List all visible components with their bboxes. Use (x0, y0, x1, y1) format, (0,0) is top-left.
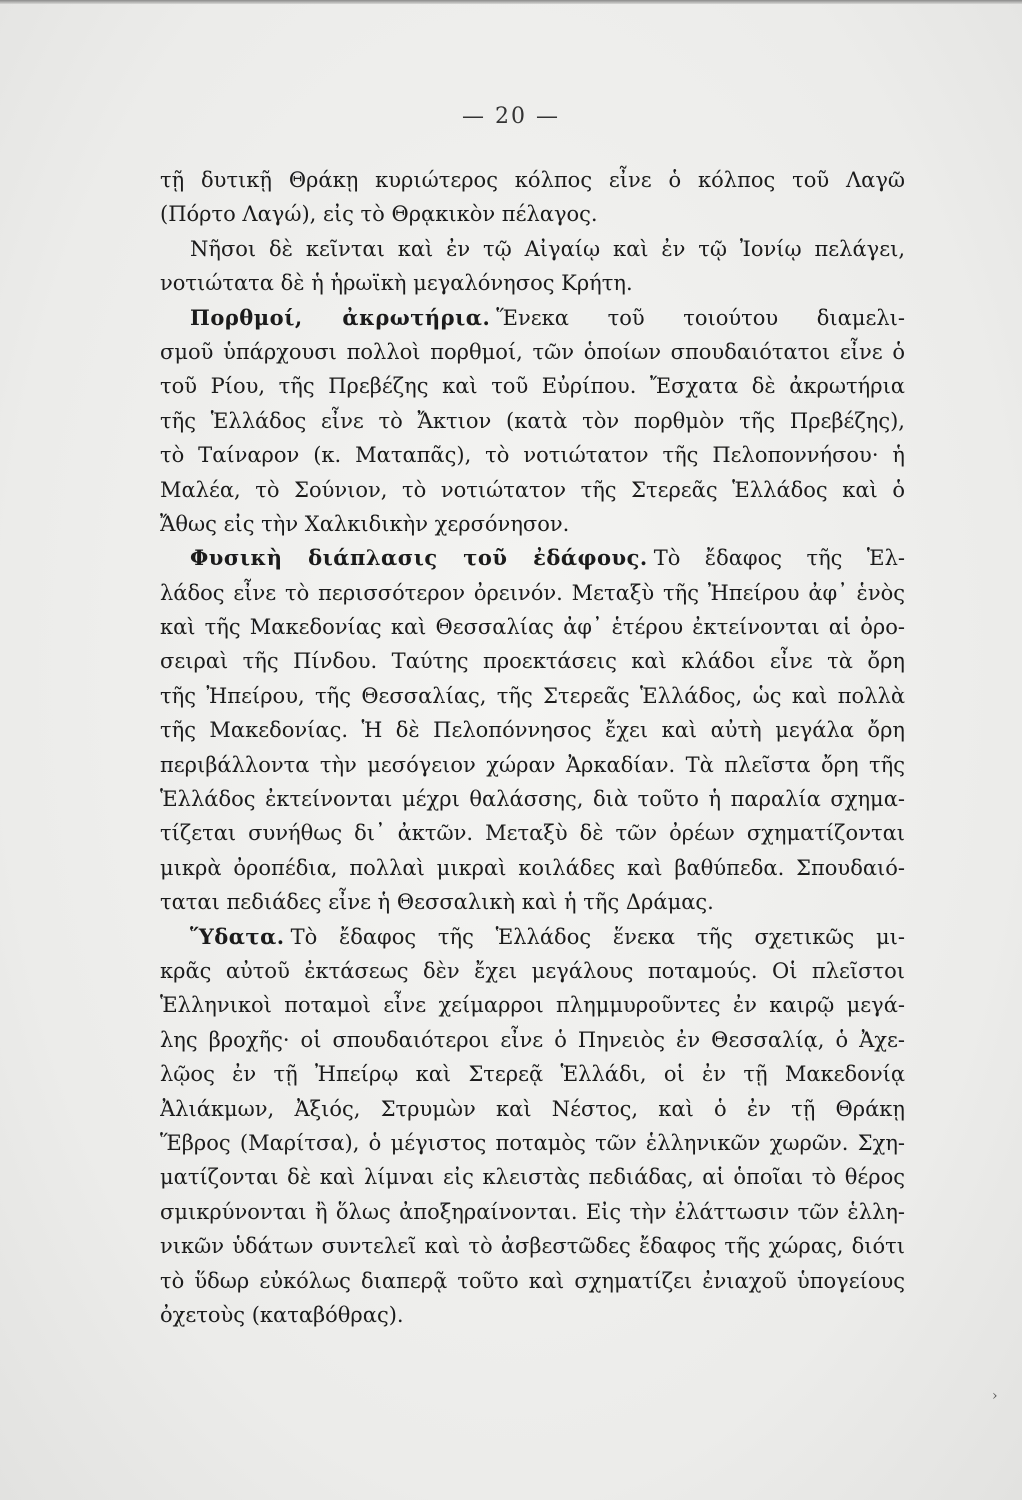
line-text: (Πόρτο Λαγώ), εἰς τὸ Θρᾳκικὸν πέλαγος. (160, 202, 598, 227)
text-line (160, 232, 905, 266)
line-text: τὸ ὕδωρ εὐκόλως διαπερᾷ τοῦτο καὶ σχηματίζει ἐνιαχοῦ ὑπογείους (160, 1268, 905, 1293)
section-heading-line (160, 301, 905, 335)
text-line (160, 885, 905, 919)
text-line (160, 197, 905, 231)
text-line (160, 679, 905, 713)
line-text: τῆς Ἠπείρου, τῆς Θεσσαλίας, τῆς Στερεᾶς Ἑλλάδος, ὡς καὶ πολλὰ (160, 683, 905, 708)
line-text: Μαλέα, τὸ Σούνιον, τὸ νοτιώτατον τῆς Στερεᾶς Ἑλλάδος καὶ ὁ (160, 477, 905, 502)
line-text: Νῆσοι δὲ κεῖνται καὶ ἐν τῷ Αἰγαίῳ καὶ ἐν τῷ Ἰονίῳ πελάγει, (190, 236, 905, 261)
line-text: Ἕβρος (Μαρίτσα), ὁ μέγιστος ποταμὸς τῶν ἑλληνικῶν χωρῶν. Σχη- (160, 1130, 905, 1155)
line-text: Ἕνεκα τοῦ τοιούτου διαμελι- (496, 305, 905, 330)
line-text: νικῶν ὑδάτων συντελεῖ καὶ τὸ ἀσβεστῶδες ἔδαφος τῆς χώρας, διότι (160, 1234, 905, 1259)
text-line (160, 1092, 905, 1126)
line-text: τοῦ Ρίου, τῆς Πρεβέζης καὶ τοῦ Εὐρίπου. Ἔσχατα δὲ ἀκρωτήρια (160, 374, 905, 399)
text-line (160, 507, 905, 541)
section-heading-line (160, 541, 905, 575)
text-line (160, 782, 905, 816)
text-line (160, 438, 905, 472)
section-heading: Ὕδατα. (190, 923, 285, 949)
text-line (160, 816, 905, 850)
text-line (160, 1195, 905, 1229)
line-text: λης βροχῆς· οἱ σπουδαιότεροι εἶνε ὁ Πηνειὸς ἐν Θεσσαλίᾳ, ὁ Ἀχε- (160, 1027, 905, 1052)
text-line (160, 1057, 905, 1091)
text-line (160, 851, 905, 885)
line-text: ὀχετοὺς (καταβόθρας). (160, 1302, 404, 1327)
line-text: νοτιώτατα δὲ ἡ ἡρωϊκὴ μεγαλόνησος Κρήτη. (160, 271, 633, 296)
text-line (160, 473, 905, 507)
text-line (160, 266, 905, 300)
page-top-edge (0, 0, 1022, 4)
line-text: λάδος εἶνε τὸ περισσότερον ὀρεινόν. Μεταξὺ τῆς Ἠπείρου ἀφ᾽ ἑνὸς (160, 580, 905, 605)
text-line (160, 713, 905, 747)
text-line (160, 954, 905, 988)
line-text: τῇ δυτικῇ Θράκῃ κυριώτερος κόλπος εἶνε ὁ κόλπος τοῦ Λαγῶ (160, 168, 905, 192)
text-line (160, 576, 905, 610)
line-text: Ἄθως εἰς τὴν Χαλκιδικὴν χερσόνησον. (160, 511, 570, 536)
line-text: τῆς Μακεδονίας. Ἡ δὲ Πελοπόννησος ἔχει καὶ αὐτὴ μεγάλα ὄρη (160, 718, 905, 743)
line-text: τὸ Ταίναρον (κ. Ματαπᾶς), τὸ νοτιώτατον τῆς Πελοποννήσου· ἡ (160, 443, 905, 468)
line-text: μικρὰ ὀροπέδια, πολλαὶ μικραὶ κοιλάδες καὶ βαθύπεδα. Σπουδαιό- (160, 855, 905, 880)
line-text: κρᾶς αὐτοῦ ἐκτάσεως δὲν ἔχει μεγάλους ποταμούς. Οἱ πλεῖστοι (160, 958, 905, 983)
text-line (160, 1160, 905, 1194)
line-text: Ἑλληνικοὶ ποταμοὶ εἶνε χείμαρροι πλημμυροῦντες ἐν καιρῷ μεγά- (160, 993, 905, 1018)
line-text: σμοῦ ὑπάρχουσι πολλοὶ πορθμοί, τῶν ὁποίων σπουδαιότατοι εἶνε ὁ (160, 339, 905, 364)
line-text: λῷος ἐν τῇ Ἠπείρῳ καὶ Στερεᾷ Ἑλλάδι, οἱ ἐν τῇ Μακεδονίᾳ (160, 1062, 905, 1087)
line-text: Ἑλλάδος ἐκτείνονται μέχρι θαλάσσης, διὰ τοῦτο ἡ παραλία σχημα- (160, 787, 905, 812)
text-line (160, 644, 905, 678)
body-text (160, 163, 905, 1332)
line-text: Τὸ ἔδαφος τῆς Ἑλ- (653, 546, 905, 571)
line-text: τίζεται συνήθως δι᾽ ἀκτῶν. Μεταξὺ δὲ τῶν ὀρέων σχηματίζονται (160, 821, 905, 846)
section-heading: Πορθμοί, ἀκρωτήρια. (190, 304, 491, 330)
line-text: ταται πεδιάδες εἶνε ἡ Θεσσαλικὴ καὶ ἡ τῆς Δράμας. (160, 890, 714, 915)
line-text: περιβάλλοντα τὴν μεσόγειον χώραν Ἀρκαδίαν. Τὰ πλεῖστα ὄρη τῆς (160, 752, 905, 777)
line-text: καὶ τῆς Μακεδονίας καὶ Θεσσαλίας ἀφ᾽ ἑτέρου ἐκτείνονται αἱ ὀρο- (160, 615, 905, 640)
page-number: — 20 — (462, 104, 560, 129)
section-heading: Φυσικὴ διάπλασις τοῦ ἐδάφους. (190, 545, 648, 571)
line-text: τῆς Ἑλλάδος εἶνε τὸ Ἄκτιον (κατὰ τὸν πορθμὸν τῆς Πρεβέζης), (160, 408, 905, 433)
text-line (160, 610, 905, 644)
text-line (160, 369, 905, 403)
text-line (160, 163, 905, 197)
text-line (160, 988, 905, 1022)
section-heading-line (160, 920, 905, 954)
text-line (160, 1229, 905, 1263)
text-line (160, 1126, 905, 1160)
text-line (160, 404, 905, 438)
text-line (160, 1298, 905, 1332)
text-line (160, 1023, 905, 1057)
line-text: ματίζονται δὲ καὶ λίμναι εἰς κλειστὰς πεδιάδας, αἱ ὁποῖαι τὸ θέρος (160, 1165, 905, 1190)
text-line (160, 1264, 905, 1298)
margin-mark: › (992, 1388, 998, 1404)
text-line (160, 335, 905, 369)
line-text: σειραὶ τῆς Πίνδου. Ταύτης προεκτάσεις καὶ κλάδοι εἶνε τὰ ὄρη (160, 649, 905, 674)
line-text: σμικρύνονται ἢ ὅλως ἀποξηραίνονται. Εἰς τὴν ἐλάττωσιν τῶν ἑλλη- (160, 1199, 905, 1224)
line-text: Ἀλιάκμων, Ἀξιός, Στρυμὼν καὶ Νέστος, καὶ ὁ ἐν τῇ Θράκῃ (160, 1096, 905, 1121)
line-text: Τὸ ἔδαφος τῆς Ἑλλάδος ἕνεκα τῆς σχετικῶς μι- (290, 924, 905, 949)
text-line (160, 748, 905, 782)
